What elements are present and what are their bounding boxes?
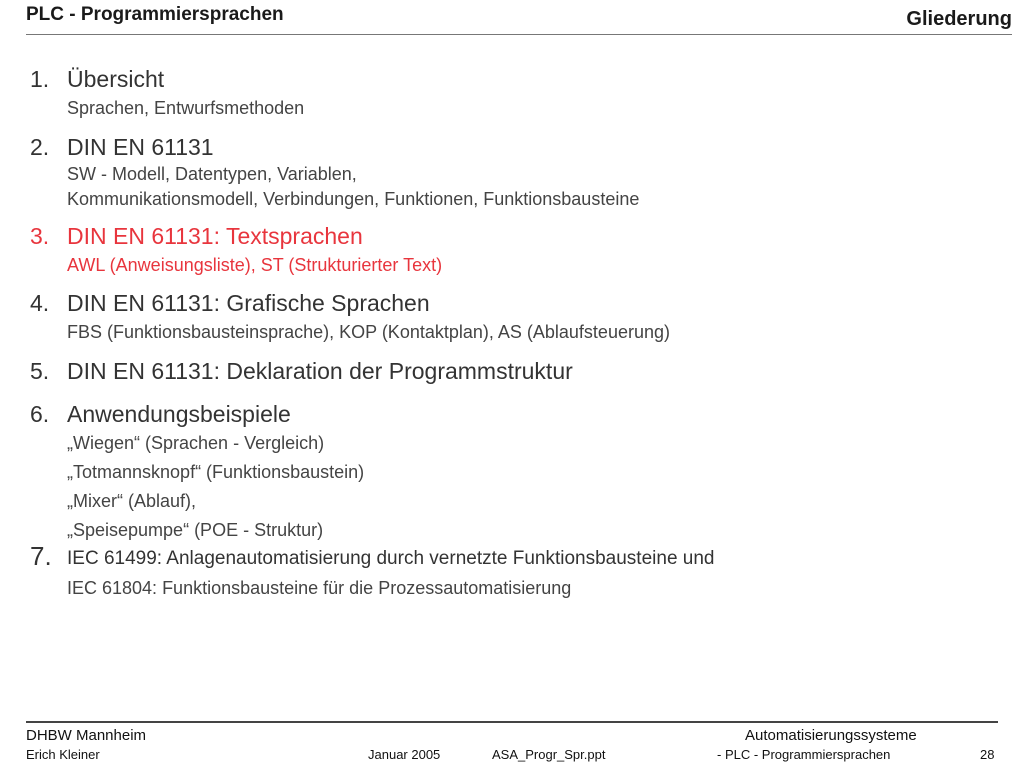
footer-institution: DHBW Mannheim [26, 727, 147, 744]
agenda-number: 2. [30, 134, 50, 160]
agenda-number: 3. [30, 223, 50, 249]
agenda-list [30, 64, 990, 603]
agenda-subtitle: „Speisepumpe“ (POE - Struktur) [67, 520, 324, 540]
agenda-subtitle: IEC 61804: Funktionsbausteine für die Prozessautomatisierung [67, 578, 572, 598]
agenda-subtitle: SW - Modell, Datentypen, Variablen, [67, 164, 357, 184]
footer-filename: ASA_Progr_Spr.ppt [492, 747, 606, 762]
agenda-number: 6. [30, 401, 50, 427]
agenda-item-1 [30, 64, 990, 123]
agenda-title: DIN EN 61131: Deklaration der Programmstruktur [67, 358, 573, 384]
footer-page-number: 28 [980, 747, 995, 762]
section-title: Gliederung [906, 8, 1012, 30]
agenda-subtitle: „Wiegen“ (Sprachen - Vergleich) [67, 433, 325, 453]
agenda-item-5 [30, 356, 990, 386]
agenda-item-6 [30, 399, 990, 545]
footer-subtitle: - PLC - Programmiersprachen [717, 747, 891, 762]
agenda-number: 7. [30, 541, 52, 571]
footer-divider [26, 721, 998, 723]
agenda-title: Übersicht [67, 66, 165, 92]
agenda-item-3-current [30, 221, 990, 280]
agenda-item-2 [30, 132, 990, 212]
agenda-subtitle: Sprachen, Entwurfsmethoden [67, 98, 305, 118]
agenda-title: IEC 61499: Anlagenautomatisierung durch vernetzte Funktionsbausteine und [67, 548, 715, 569]
agenda-subtitle: AWL (Anweisungsliste), ST (Strukturierter Text) [67, 255, 443, 275]
agenda-subtitle: „Totmannsknopf“ (Funktionsbaustein) [67, 462, 365, 482]
agenda-number: 4. [30, 290, 50, 316]
slide-title: PLC - Programmiersprachen [26, 4, 284, 25]
agenda-subtitle: Kommunikationsmodell, Verbindungen, Funktionen, Funktionsbausteine [67, 189, 640, 209]
footer-author: Erich Kleiner [26, 747, 100, 762]
agenda-number: 1. [30, 66, 50, 92]
agenda-title: DIN EN 61131: Grafische Sprachen [67, 290, 430, 316]
agenda-title: DIN EN 61131 [67, 134, 214, 160]
agenda-number: 5. [30, 358, 50, 384]
header-divider [26, 34, 1012, 35]
agenda-item-4 [30, 288, 990, 347]
footer-course: Automatisierungssysteme [745, 727, 917, 744]
agenda-subtitle: FBS (Funktionsbausteinsprache), KOP (Kontaktplan), AS (Ablaufsteuerung) [67, 322, 670, 342]
agenda-title: Anwendungsbeispiele [67, 401, 291, 427]
agenda-title: DIN EN 61131: Textsprachen [67, 223, 363, 249]
footer-date: Januar 2005 [368, 747, 441, 762]
agenda-item-7 [30, 541, 990, 603]
agenda-subtitle: „Mixer“ (Ablauf), [67, 491, 197, 511]
